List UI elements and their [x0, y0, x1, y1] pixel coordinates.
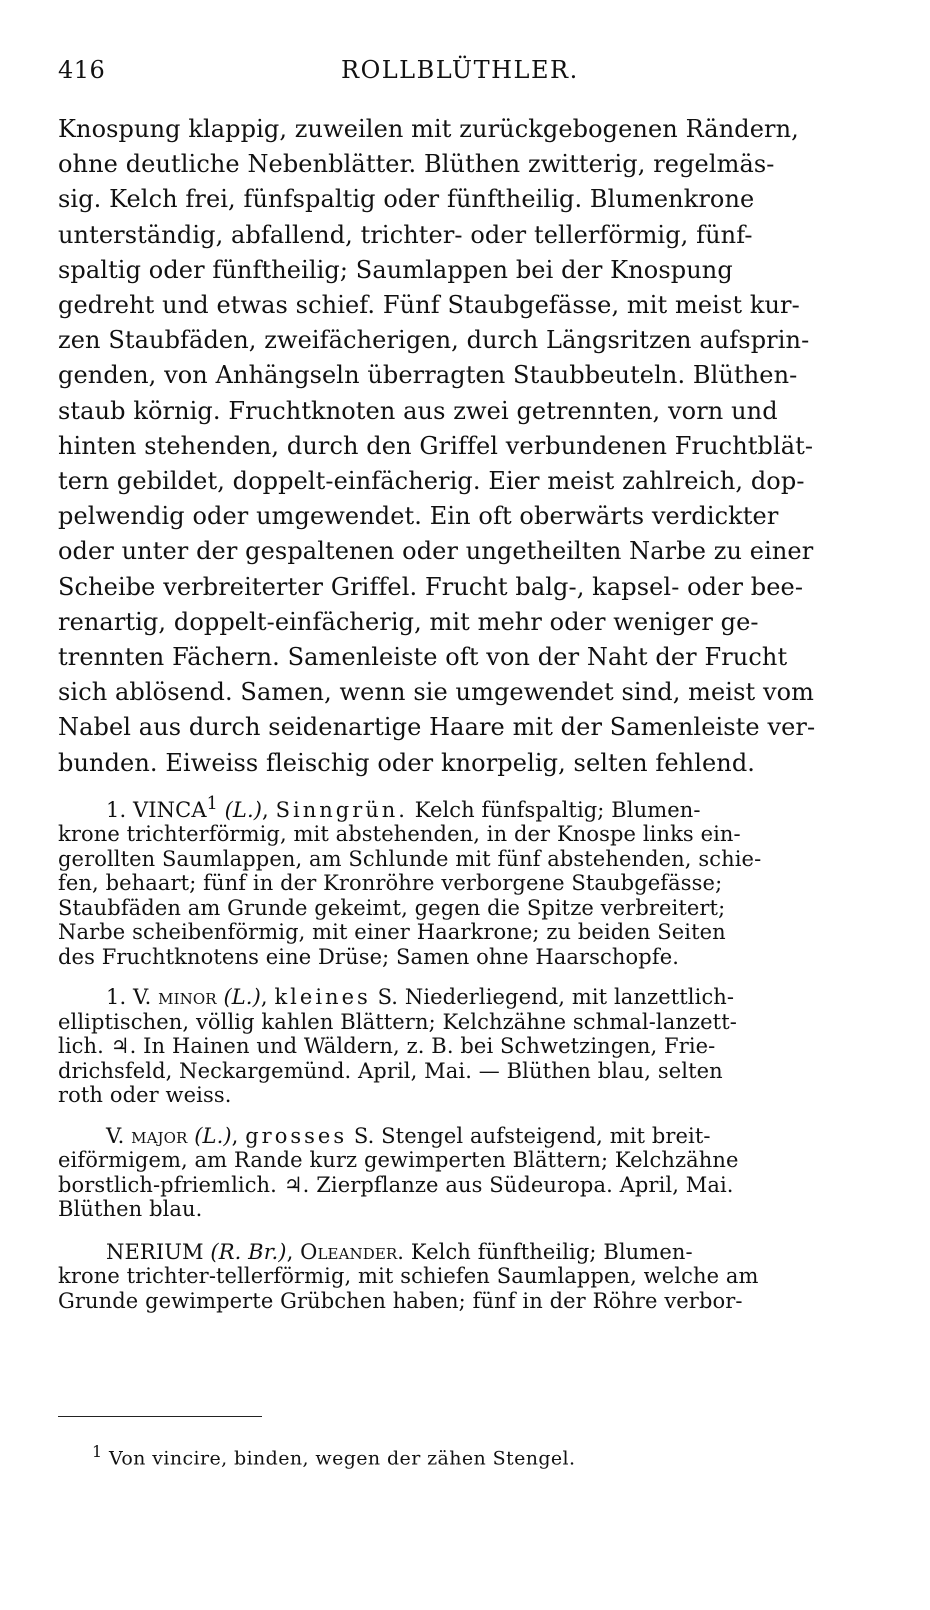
text-line: pelwendig oder umgewendet. Ein oft oberwärts verdickter [58, 502, 779, 531]
genus-label: NERIUM [106, 1239, 204, 1264]
text-line: spaltig oder fünftheilig; Saumlappen bei der Knospung [58, 255, 733, 284]
text-line: sich ablösend. Samen, wenn sie umgewendet sind, meist vom [58, 678, 815, 707]
text-line: renartig, doppelt-einfächerig, mit mehr oder weniger ge- [58, 607, 759, 636]
genus-nerium-entry [58, 1240, 863, 1314]
footnote-text: Von vincire, binden, wegen der zähen Stengel. [108, 1447, 576, 1470]
text-line: staub körnig. Fruchtknoten aus zwei getrennten, vorn und [58, 396, 778, 425]
text-line: Blüthen blau. [58, 1197, 203, 1222]
genus-description-start: Kelch fünftheilig; Blumen- [404, 1239, 693, 1264]
species-common-abbrev: S. [377, 985, 399, 1010]
text-line: krone trichter-tellerförmig, mit schiefen Saumlappen, welche am [58, 1264, 759, 1289]
text-line: gerollten Saumlappen, am Schlunde mit fünf abstehenden, schie- [58, 846, 762, 871]
species-authority: (L.) [223, 985, 261, 1010]
text-line: Knospung klappig, zuweilen mit zurückgebogenen Rändern, [58, 115, 799, 143]
text-line: Staubfäden am Grunde gekeimt, gegen die Spitze verbreitert; [58, 895, 726, 920]
species-description-start: Stengel aufsteigend, mit breit- [374, 1123, 711, 1148]
species-heading-line: 1. V. minor (L.), kleines S. Niederliegend, mit lanzettlich- [106, 985, 735, 1010]
text-line: roth oder weiss. [58, 1083, 232, 1108]
text-line: bunden. Eiweiss fleischig oder knorpelig, selten fehlend. [58, 748, 756, 777]
text-line: unterständig, abfallend, trichter- oder tellerförmig, fünf- [58, 220, 753, 249]
genus-common-name: Sinngrün. [275, 797, 408, 822]
genus-heading-line: NERIUM (R. Br.), Oleander. Kelch fünftheilig; Blumen- [106, 1239, 693, 1264]
species-vinca-major-entry [58, 1124, 863, 1222]
text-line: des Fruchtknotens eine Drüse; Samen ohne Haarschopfe. [58, 944, 680, 969]
text-line: hinten stehenden, durch den Griffel verbundenen Fruchtblät- [58, 431, 814, 460]
genus-vinca-entry [58, 792, 863, 970]
species-number: 1. V. [106, 985, 152, 1010]
genus-common-name: Oleander. [300, 1239, 405, 1264]
genus-authority: (L.) [224, 797, 263, 822]
family-description [58, 112, 863, 781]
text-line: borstlich-pfriemlich. ♃. Zierpflanze aus Südeuropa. April, Mai. [58, 1172, 734, 1197]
genus-heading-line: 1. VINCA$^1$ (L.), Sinngrün. Kelch fünfspaltig; Blumen- [106, 793, 701, 822]
text-line: drichsfeld, Neckargemünd. April, Mai. — Blüthen blau, selten [58, 1058, 723, 1083]
main-text [58, 112, 863, 1313]
species-vinca-minor-entry [58, 985, 863, 1108]
species-common-abbrev: S. [353, 1123, 375, 1148]
text-line: ohne deutliche Nebenblätter. Blüthen zwitterig, regelmäs- [58, 150, 775, 179]
text-line: sig. Kelch frei, fünfspaltig oder fünftheilig. Blumenkrone [58, 185, 755, 214]
running-title: ROLLBLÜTHLER. [341, 56, 579, 84]
genus-description-start: Kelch fünfspaltig; Blumen- [407, 797, 701, 822]
text-line: Grunde gewimperte Grübchen haben; fünf in der Röhre verbor- [58, 1288, 743, 1313]
text-line: lich. ♃. In Hainen und Wäldern, z. B. bei Schwetzingen, Frie- [58, 1034, 716, 1059]
species-heading-line: V. major (L.), grosses S. Stengel aufsteigend, mit breit- [106, 1123, 711, 1148]
footnote [92, 1438, 575, 1472]
text-line: trennten Fächern. Samenleiste oft von der Naht der Frucht [58, 643, 788, 672]
page-number: 416 [58, 56, 106, 84]
text-line: Scheibe verbreiterter Griffel. Frucht balg-, kapsel- oder bee- [58, 572, 804, 601]
page-header [58, 50, 863, 90]
text-line: oder unter der gespaltenen oder ungetheilten Narbe zu einer [58, 537, 814, 566]
species-authority: (L.) [194, 1123, 232, 1148]
species-common-name: grosses [245, 1123, 348, 1148]
footnote-reference: 1 [206, 793, 218, 814]
text-line: zen Staubfäden, zweifächerigen, durch Längsritzen aufsprin- [58, 326, 810, 355]
species-description-start: Niederliegend, mit lanzettlich- [398, 985, 735, 1010]
text-line: tern gebildet, doppelt-einfächerig. Eier meist zahlreich, dop- [58, 467, 805, 496]
genus-authority: (R. Br.) [210, 1239, 287, 1264]
text-line: fen, behaart; fünf in der Kronröhre verborgene Staubgefässe; [58, 871, 723, 896]
text-line: gedreht und etwas schief. Fünf Staubgefässe, mit meist kur- [58, 291, 800, 320]
footnote-rule [58, 1416, 262, 1417]
text-line: Nabel aus durch seidenartige Haare mit der Samenleiste ver- [58, 713, 816, 742]
text-line: elliptischen, völlig kahlen Blättern; Kelchzähne schmal-lanzett- [58, 1009, 737, 1034]
text-line: genden, von Anhängseln überragten Staubbeuteln. Blüthen- [58, 361, 798, 390]
text-line: Narbe scheibenförmig, mit einer Haarkrone; zu beiden Seiten [58, 920, 726, 945]
text-line: krone trichterförmig, mit abstehenden, in der Knospe links ein- [58, 822, 741, 847]
species-name: minor [158, 985, 217, 1010]
footnote-marker: 1 [92, 1442, 103, 1461]
species-name: major [131, 1123, 188, 1148]
species-number: V. [106, 1123, 125, 1148]
genus-label: 1. VINCA [106, 797, 207, 822]
species-common-name: kleines [274, 985, 371, 1010]
text-line: eiförmigem, am Rande kurz gewimperten Blättern; Kelchzähne [58, 1148, 739, 1173]
